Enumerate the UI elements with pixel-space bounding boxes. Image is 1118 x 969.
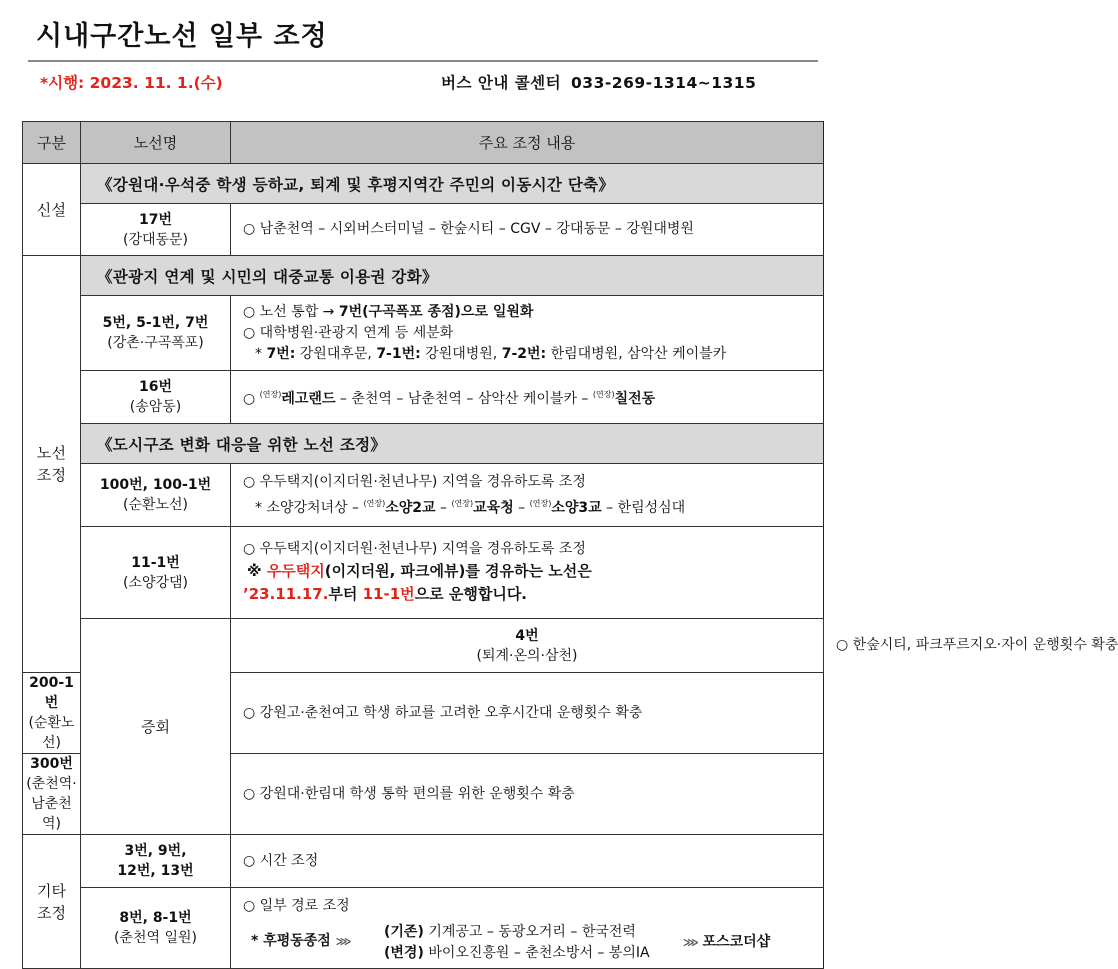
detail-line: ○ 우두택지(이지더원·천년나무) 지역을 경유하도록 조정 (243, 541, 586, 557)
route-name: 300번 (30, 756, 73, 772)
call-center-label: 버스 안내 콜센터 (441, 74, 562, 92)
route-11-1 (81, 527, 231, 619)
route-detail (231, 296, 824, 371)
call-center-info (441, 71, 760, 93)
table-row (23, 371, 824, 424)
chevron-icon: ⋙ (335, 935, 351, 948)
notice-line (243, 560, 823, 583)
section-row (23, 424, 824, 464)
section-title-new: 《강원대·우석중 학생 등하교, 퇴계 및 후평지역간 주민의 이동시간 단축》 (81, 164, 824, 204)
detour-block (231, 888, 823, 968)
section-row (23, 256, 824, 296)
extension-tag: (연장) (529, 498, 552, 508)
text: 강원대후문, (295, 345, 377, 362)
extension-tag: (연장) (451, 498, 474, 508)
table-row (23, 464, 824, 527)
text-bold: 7번: (266, 345, 296, 362)
detail-line: ○ 일부 경로 조정 (243, 898, 350, 914)
effective-date: *시행: 2023. 11. 1.(수) (40, 74, 223, 92)
label-new: (변경) (384, 945, 424, 961)
route-name: 16번 (138, 379, 172, 395)
route-name: 11-1번 (131, 554, 180, 571)
text: ○ (243, 391, 260, 407)
text-red: 11-1번 (362, 585, 415, 603)
category-increase: 증회 (81, 619, 231, 835)
text: – (435, 499, 452, 516)
detour-destination (683, 932, 770, 953)
route-detail (231, 673, 824, 754)
route-name: 12번, 13번 (117, 863, 194, 879)
route-detail (231, 835, 824, 888)
route-name: 4번 (515, 627, 539, 644)
header-category: 구분 (23, 122, 81, 164)
text: ○ 노선 통합 → (243, 303, 339, 320)
text: 한림대병원, 삼악산 케이블카 (546, 345, 727, 362)
detail-line (243, 493, 823, 519)
extension-tag: (연장) (363, 498, 386, 508)
route-16 (81, 371, 231, 424)
table-row: 증회 4번 (퇴계·온의·삼천) ○ 한숲시티, 파크푸르지오·자이 운행횟수 확충 (23, 619, 824, 673)
route-name: 100번, 100-1번 (99, 477, 212, 493)
category-other: 기타 조정 (23, 835, 81, 969)
route-name: 3번, 9번, (124, 843, 187, 859)
route-200-1 (23, 673, 81, 754)
route-100 (81, 464, 231, 527)
title-divider (28, 60, 818, 62)
text: 으로 운행합니다. (414, 585, 528, 603)
route-sub: (춘천역·남춘천역) (26, 776, 77, 832)
table-row (23, 835, 824, 888)
table-row (23, 204, 824, 256)
text: ※ (247, 562, 267, 580)
detail-line: ○ 남춘천역 – 시외버스터미널 – 한숲시티 – CGV – 강대동문 – 강원대병원 (243, 221, 694, 237)
detour-origin (251, 931, 350, 952)
label-old: (기존) (384, 924, 424, 940)
text-red: 우두택지 (266, 562, 325, 580)
text-bold: 7-1번: (376, 345, 421, 362)
text: * 소양강처녀상 – (255, 499, 364, 516)
route-sub: (소양강댐) (122, 574, 189, 591)
detour-rows (384, 922, 650, 964)
text: (이지더원, 파크에뷰)를 경유하는 노선은 (324, 562, 592, 580)
text-bold: 7번(구곡폭포 종점)으로 일원화 (338, 303, 534, 320)
text-bold: 소양3교 (551, 499, 602, 516)
detail-line (243, 302, 823, 323)
route-sub: (퇴계·온의·삼천) (476, 647, 578, 664)
route-name: 17번 (138, 211, 172, 228)
route-5-7 (81, 296, 231, 371)
route-sub: (강대동문) (122, 231, 189, 248)
route-sub: (순환노선) (122, 497, 189, 513)
text-bold: 레고랜드 (281, 391, 336, 407)
table-row (23, 888, 824, 969)
route-name: 5번, 5-1번, 7번 (102, 315, 209, 331)
page-title: 시내구간노선 일부 조정 (36, 21, 328, 52)
table-row (23, 296, 824, 371)
route-name: 8번, 8-1번 (119, 910, 192, 926)
route-sub: (송암동) (129, 399, 182, 415)
detail-line: ○ 시간 조정 (243, 852, 319, 869)
extension-tag: (연장) (259, 390, 282, 399)
text-bold: 교육청 (473, 499, 514, 516)
detail-line: ○ 강원대·한림대 학생 통학 편의를 위한 운행횟수 확충 (243, 785, 575, 802)
chevron-icon: ⋙ (683, 936, 698, 949)
detour-row-old (384, 922, 650, 943)
route-new: 바이오진흥원 – 춘천소방서 – 봉의IA (428, 945, 650, 961)
header-route: 노선명 (81, 122, 231, 164)
detail-line (243, 384, 823, 410)
header-details: 주요 조정 내용 (231, 122, 824, 164)
route-old: 기계공고 – 동광오거리 – 한국전력 (428, 924, 636, 940)
table-header-row (23, 122, 824, 164)
text: 강원대병원, (420, 345, 502, 362)
category-adjust: 노선 조정 (23, 256, 81, 673)
route-detail (231, 754, 824, 835)
route-sub: (강촌·구곡폭포) (107, 335, 204, 351)
route-detail (231, 204, 824, 256)
route-3-9-12-13 (81, 835, 231, 888)
section-title-urban: 《도시구조 변화 대응을 위한 노선 조정》 (81, 424, 824, 464)
text-bold: * 후평동종점 (251, 933, 331, 949)
text-red: ’23.11.17. (243, 585, 329, 603)
detail-line (243, 344, 823, 365)
detail-line: ○ 대학병원·관광지 연계 등 세분화 (243, 324, 454, 341)
route-300 (23, 754, 81, 835)
section-row (23, 164, 824, 204)
route-detail (231, 371, 824, 424)
section-title-tourism: 《관광지 연계 및 시민의 대중교통 이용권 강화》 (81, 256, 824, 296)
route-detail (231, 888, 824, 969)
route-adjustment-table (22, 121, 1118, 969)
detail-line: ○ 강원고·춘천여고 학생 하교를 고려한 오후시간대 운행횟수 확충 (243, 704, 643, 721)
text-bold: 포스코더샵 (702, 934, 771, 950)
text: 부터 (328, 585, 363, 603)
detour-row-new (384, 943, 650, 964)
category-new: 신설 (23, 164, 81, 256)
route-sub: (춘천역 일원) (114, 930, 197, 946)
route-name: 200-1번 (29, 675, 74, 711)
call-center-number: 033-269-1314~1315 (571, 74, 757, 92)
text: – 한림성심대 (601, 499, 686, 516)
text-bold: 소양2교 (385, 499, 436, 516)
route-sub: (순환노선) (28, 715, 75, 751)
route-detail (231, 527, 824, 619)
text-bold: 칠전동 (614, 391, 656, 407)
detail-line: ○ 우두택지(이지더원·천년나무) 지역을 경유하도록 조정 (243, 473, 586, 490)
extension-tag: (연장) (592, 390, 615, 399)
route-detail (231, 464, 824, 527)
text: – (513, 499, 530, 516)
text-bold: 7-2번: (501, 345, 547, 362)
table-row (23, 527, 824, 619)
text: * (255, 345, 267, 362)
route-4 (231, 619, 824, 673)
text: – 춘천역 – 남춘천역 – 삼악산 케이블카 – (335, 391, 593, 407)
route-17 (81, 204, 231, 256)
route-8 (81, 888, 231, 969)
notice-line (243, 583, 823, 606)
